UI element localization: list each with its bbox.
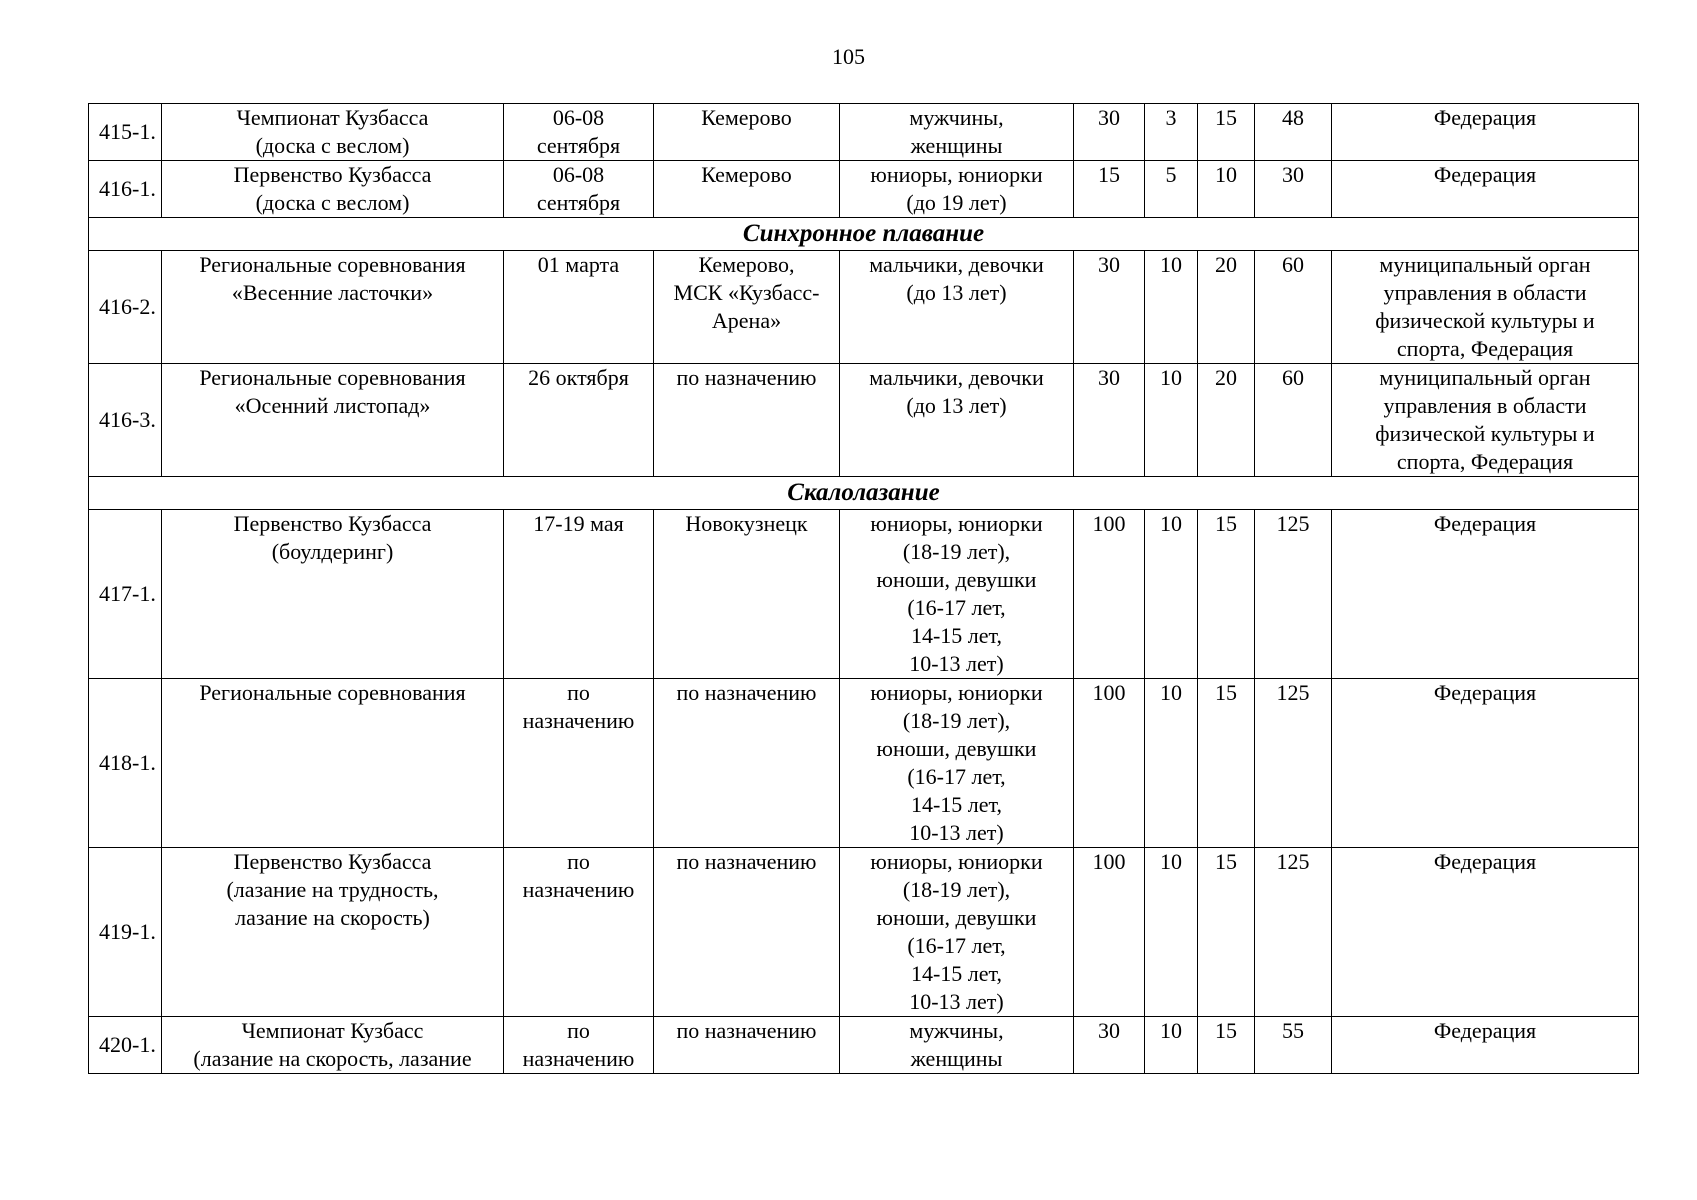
event-date-cell: 17-19 мая — [504, 510, 654, 679]
event-date-cell: 01 марта — [504, 251, 654, 364]
table-row — [89, 679, 1639, 848]
page-number: 105 — [832, 44, 865, 69]
count-coaches-cell: 5 — [1145, 161, 1198, 218]
table-row — [89, 251, 1639, 364]
count-total-cell: 60 — [1255, 251, 1332, 364]
count-coaches-cell: 10 — [1145, 1017, 1198, 1074]
count-total-cell: 48 — [1255, 104, 1332, 161]
organizer-cell: муниципальный орган управления в области физической культуры и спорта, Федерация — [1332, 251, 1639, 364]
count-coaches-cell: 10 — [1145, 251, 1198, 364]
participants-cell: юниоры, юниорки (до 19 лет) — [840, 161, 1074, 218]
event-place-cell: по назначению — [654, 848, 840, 1017]
count-athletes-cell: 30 — [1074, 251, 1145, 364]
participants-cell: мальчики, девочки (до 13 лет) — [840, 251, 1074, 364]
row-number-cell: 416-2. — [89, 251, 162, 364]
table-row — [89, 848, 1639, 1017]
table-row — [89, 364, 1639, 477]
count-total-cell: 30 — [1255, 161, 1332, 218]
row-number-cell: 416-3. — [89, 364, 162, 477]
organizer-cell: Федерация — [1332, 679, 1639, 848]
count-total-cell: 60 — [1255, 364, 1332, 477]
event-date-cell: 26 октября — [504, 364, 654, 477]
section-title: Скалолазание — [89, 477, 1639, 510]
event-name-cell: Первенство Кузбасса (доска с веслом) — [162, 161, 504, 218]
event-name-cell: Региональные соревнования «Весенние ласточки» — [162, 251, 504, 364]
row-number-cell: 416-1. — [89, 161, 162, 218]
count-total-cell: 55 — [1255, 1017, 1332, 1074]
event-place-cell: по назначению — [654, 679, 840, 848]
event-date-cell: по назначению — [504, 679, 654, 848]
count-judges-cell: 10 — [1198, 161, 1255, 218]
count-athletes-cell: 15 — [1074, 161, 1145, 218]
count-athletes-cell: 100 — [1074, 848, 1145, 1017]
count-coaches-cell: 10 — [1145, 679, 1198, 848]
event-name-cell: Региональные соревнования — [162, 679, 504, 848]
row-number-cell: 415-1. — [89, 104, 162, 161]
participants-cell: мужчины, женщины — [840, 1017, 1074, 1074]
row-number-cell: 419-1. — [89, 848, 162, 1017]
organizer-cell: Федерация — [1332, 848, 1639, 1017]
section-header-row — [89, 477, 1639, 510]
count-athletes-cell: 30 — [1074, 364, 1145, 477]
event-name-cell: Первенство Кузбасса (боулдеринг) — [162, 510, 504, 679]
table-row — [89, 161, 1639, 218]
row-number-cell: 417-1. — [89, 510, 162, 679]
event-place-cell: по назначению — [654, 364, 840, 477]
count-athletes-cell: 100 — [1074, 510, 1145, 679]
count-judges-cell: 15 — [1198, 510, 1255, 679]
event-name-cell: Чемпионат Кузбасса (доска с веслом) — [162, 104, 504, 161]
count-coaches-cell: 10 — [1145, 848, 1198, 1017]
participants-cell: юниоры, юниорки (18-19 лет), юноши, девушки (16-17 лет, 14-15 лет, 10-13 лет) — [840, 848, 1074, 1017]
count-athletes-cell: 100 — [1074, 679, 1145, 848]
count-total-cell: 125 — [1255, 510, 1332, 679]
events-table — [88, 103, 1639, 1074]
count-judges-cell: 15 — [1198, 848, 1255, 1017]
event-place-cell: Кемерово — [654, 161, 840, 218]
table-row — [89, 104, 1639, 161]
count-total-cell: 125 — [1255, 848, 1332, 1017]
count-judges-cell: 20 — [1198, 251, 1255, 364]
event-date-cell: по назначению — [504, 848, 654, 1017]
row-number-cell: 418-1. — [89, 679, 162, 848]
event-date-cell: 06-08 сентября — [504, 104, 654, 161]
event-place-cell: Новокузнецк — [654, 510, 840, 679]
organizer-cell: Федерация — [1332, 1017, 1639, 1074]
table-body — [89, 104, 1639, 1074]
count-judges-cell: 15 — [1198, 679, 1255, 848]
event-place-cell: Кемерово — [654, 104, 840, 161]
organizer-cell: Федерация — [1332, 161, 1639, 218]
count-coaches-cell: 10 — [1145, 510, 1198, 679]
event-name-cell: Региональные соревнования «Осенний листопад» — [162, 364, 504, 477]
count-athletes-cell: 30 — [1074, 104, 1145, 161]
event-place-cell: Кемерово, МСК «Кузбасс- Арена» — [654, 251, 840, 364]
count-coaches-cell: 3 — [1145, 104, 1198, 161]
count-total-cell: 125 — [1255, 679, 1332, 848]
event-place-cell: по назначению — [654, 1017, 840, 1074]
table-row — [89, 510, 1639, 679]
count-judges-cell: 15 — [1198, 1017, 1255, 1074]
section-title: Синхронное плавание — [89, 218, 1639, 251]
participants-cell: мальчики, девочки (до 13 лет) — [840, 364, 1074, 477]
section-header-row — [89, 218, 1639, 251]
count-judges-cell: 15 — [1198, 104, 1255, 161]
event-name-cell: Первенство Кузбасса (лазание на трудность, лазание на скорость) — [162, 848, 504, 1017]
count-athletes-cell: 30 — [1074, 1017, 1145, 1074]
participants-cell: юниоры, юниорки (18-19 лет), юноши, девушки (16-17 лет, 14-15 лет, 10-13 лет) — [840, 679, 1074, 848]
organizer-cell: Федерация — [1332, 104, 1639, 161]
count-judges-cell: 20 — [1198, 364, 1255, 477]
event-date-cell: по назначению — [504, 1017, 654, 1074]
organizer-cell: муниципальный орган управления в области физической культуры и спорта, Федерация — [1332, 364, 1639, 477]
event-name-cell: Чемпионат Кузбасс (лазание на скорость, лазание — [162, 1017, 504, 1074]
participants-cell: мужчины, женщины — [840, 104, 1074, 161]
participants-cell: юниоры, юниорки (18-19 лет), юноши, девушки (16-17 лет, 14-15 лет, 10-13 лет) — [840, 510, 1074, 679]
table-row — [89, 1017, 1639, 1074]
row-number-cell: 420-1. — [89, 1017, 162, 1074]
organizer-cell: Федерация — [1332, 510, 1639, 679]
count-coaches-cell: 10 — [1145, 364, 1198, 477]
event-date-cell: 06-08 сентября — [504, 161, 654, 218]
